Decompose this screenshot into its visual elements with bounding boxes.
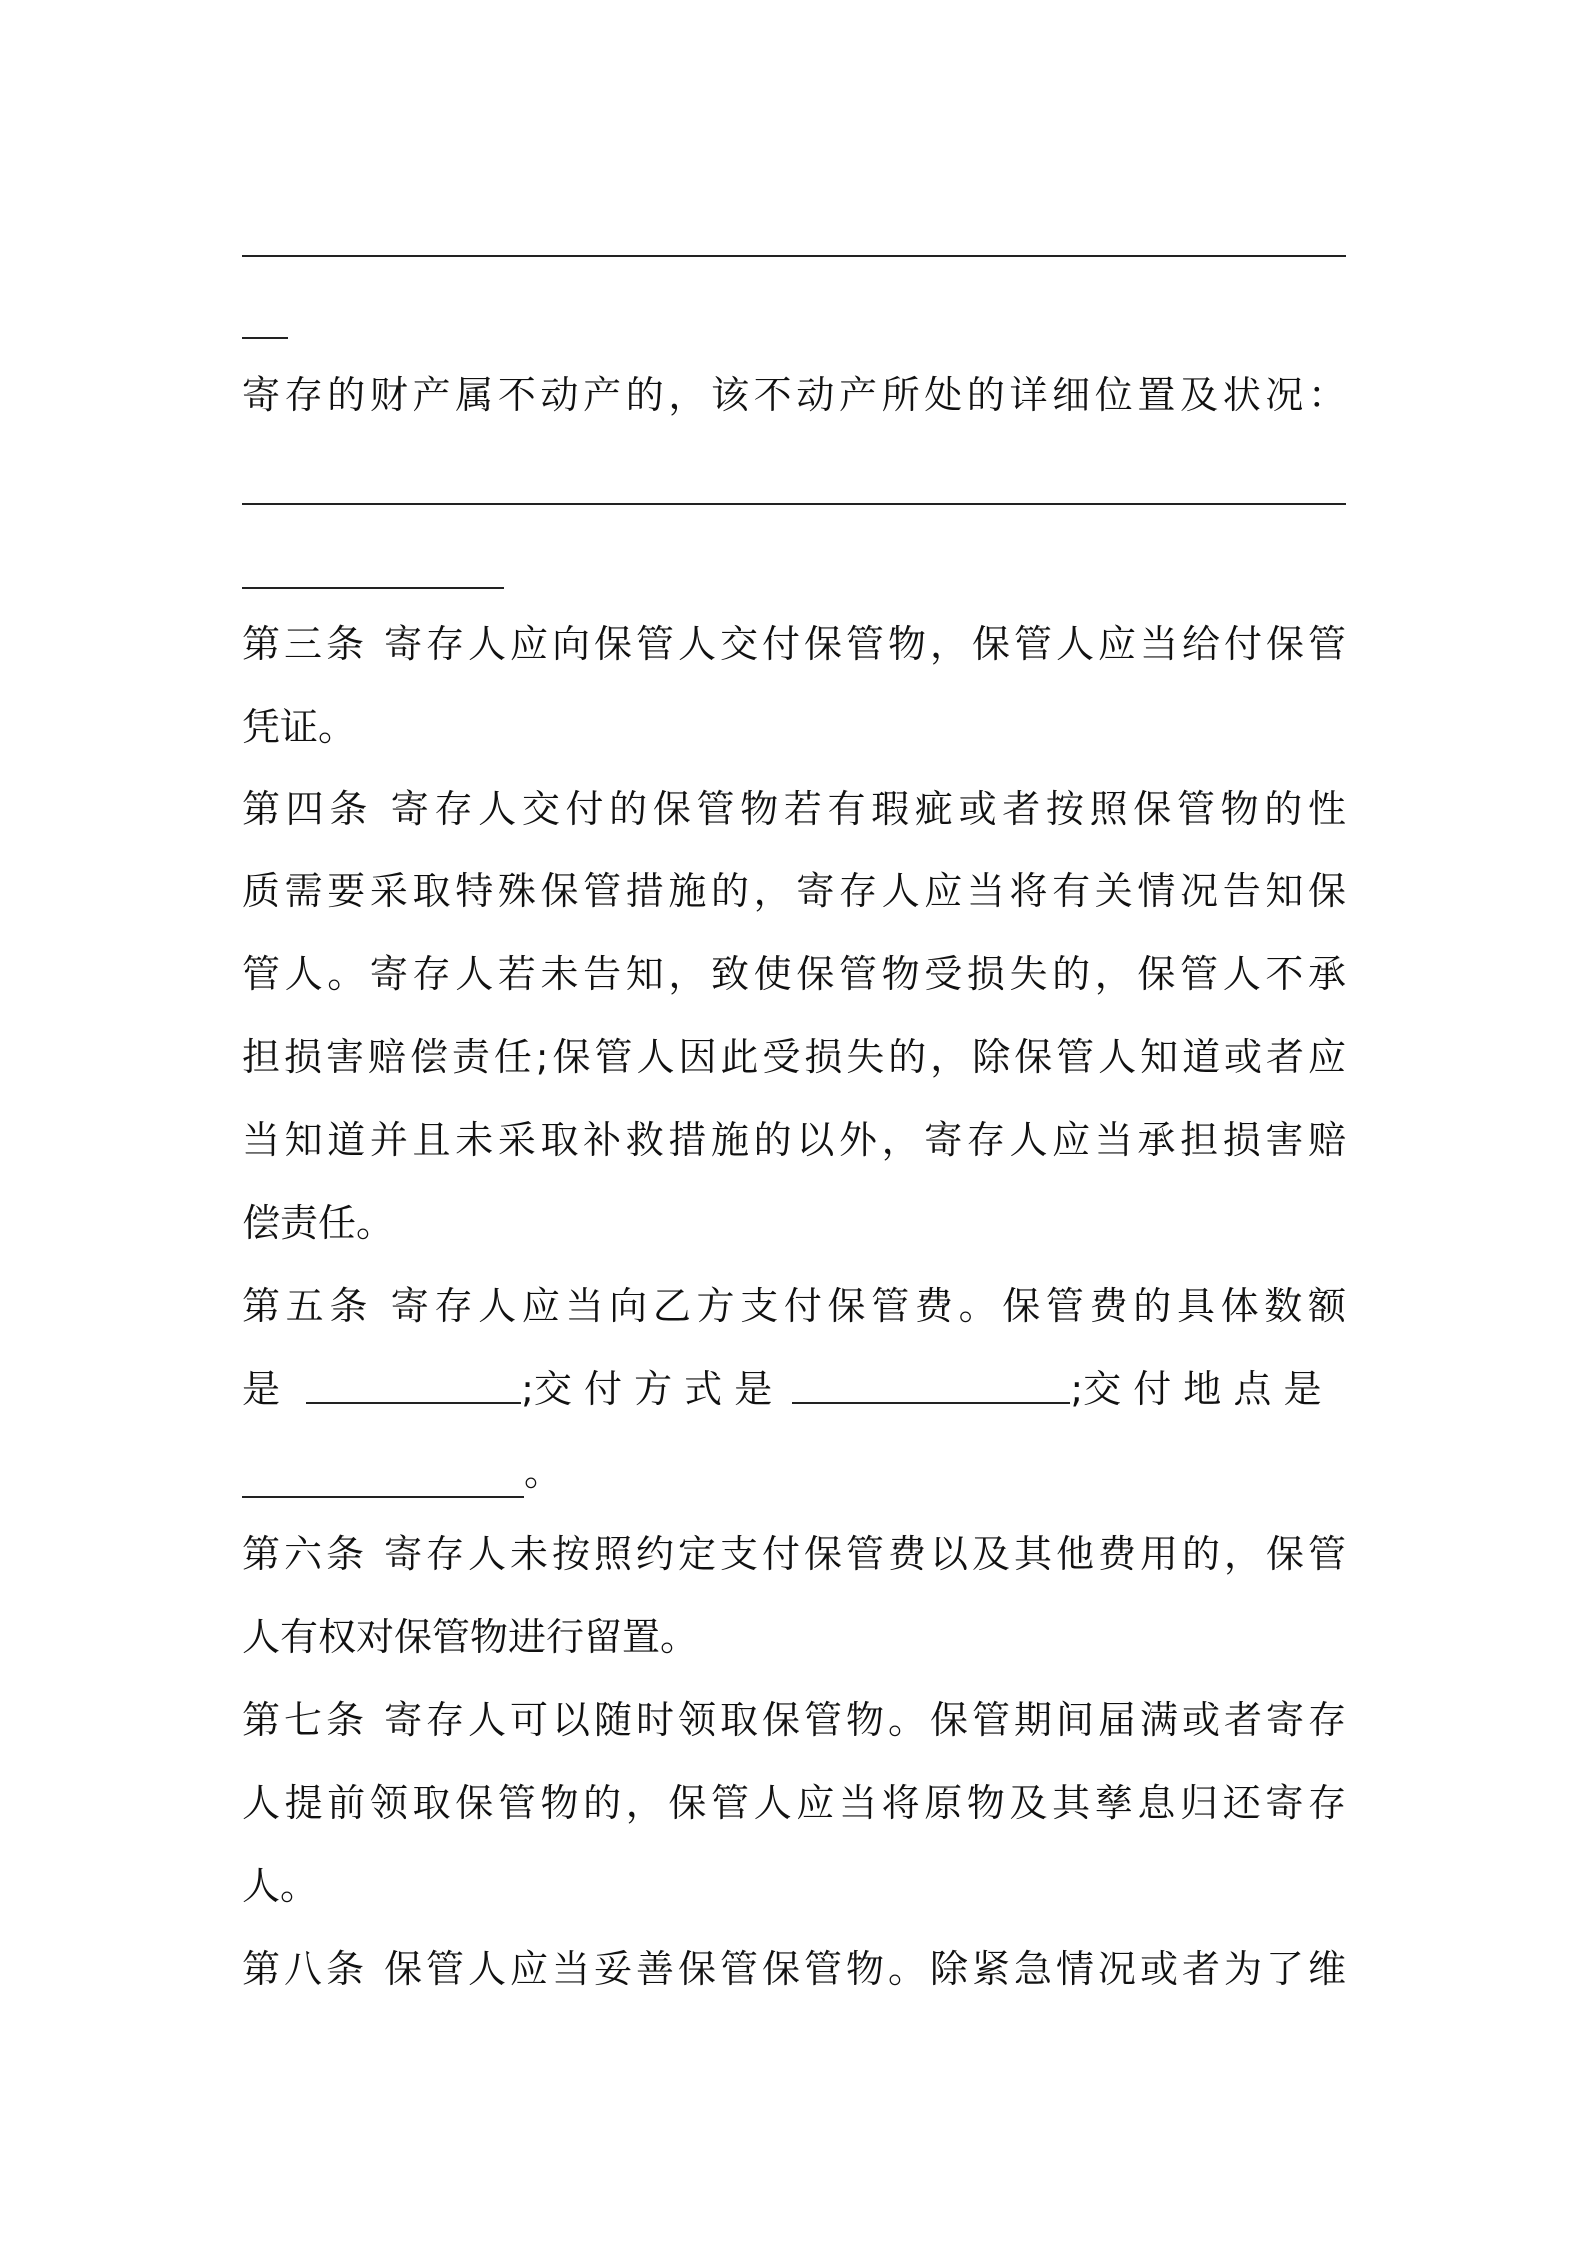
blank-rule-2b: [242, 587, 504, 589]
article-5-text: ;交 付 地 点 是: [1070, 1367, 1322, 1411]
article-8-line: 第八条 保管人应当妥善保管保管物。除紧急情况或者为了维: [242, 1947, 1346, 1991]
blank-rule-2a: [242, 503, 1346, 505]
article-4-line: 当知道并且未采取补救措施的以外，寄存人应当承担损害赔: [242, 1118, 1346, 1162]
payment-method-blank: [792, 1402, 1070, 1404]
blank-rule-1b: [242, 337, 288, 339]
payment-place-blank: [242, 1496, 524, 1498]
article-5-line: 。: [524, 1450, 563, 1494]
article-5-line: 第五条 寄存人应当向乙方支付保管费。保管费的具体数额: [242, 1284, 1346, 1328]
article-3-line: 凭证。: [242, 705, 357, 749]
article-4-line: 第四条 寄存人交付的保管物若有瑕疵或者按照保管物的性: [242, 787, 1346, 831]
article-4-line: 担损害赔偿责任;保管人因此受损失的，除保管人知道或者应: [242, 1035, 1346, 1079]
article-4-line: 管人。寄存人若未告知，致使保管物受损失的，保管人不承: [242, 952, 1346, 996]
article-3-line: 第三条 寄存人应向保管人交付保管物，保管人应当给付保管: [242, 622, 1346, 666]
article-4-line: 质需要采取特殊保管措施的，寄存人应当将有关情况告知保: [242, 869, 1346, 913]
fee-amount-blank: [306, 1402, 521, 1404]
paragraph-line: 寄存的财产属不动产的，该不动产所处的详细位置及状况：: [242, 373, 1346, 417]
article-7-line: 人提前领取保管物的，保管人应当将原物及其孳息归还寄存: [242, 1781, 1346, 1825]
article-5-text: 是: [242, 1367, 281, 1411]
article-4-line: 偿责任。: [242, 1201, 395, 1245]
article-5-text: ;交 付 方 式 是: [521, 1367, 773, 1411]
article-5-fill-line: [242, 1362, 1346, 1416]
article-6-line: 人有权对保管物进行留置。: [242, 1615, 699, 1659]
article-7-line: 人。: [242, 1864, 319, 1908]
blank-rule-1a: [242, 255, 1346, 257]
article-6-line: 第六条 寄存人未按照约定支付保管费以及其他费用的，保管: [242, 1532, 1346, 1576]
article-7-line: 第七条 寄存人可以随时领取保管物。保管期间届满或者寄存: [242, 1698, 1346, 1742]
